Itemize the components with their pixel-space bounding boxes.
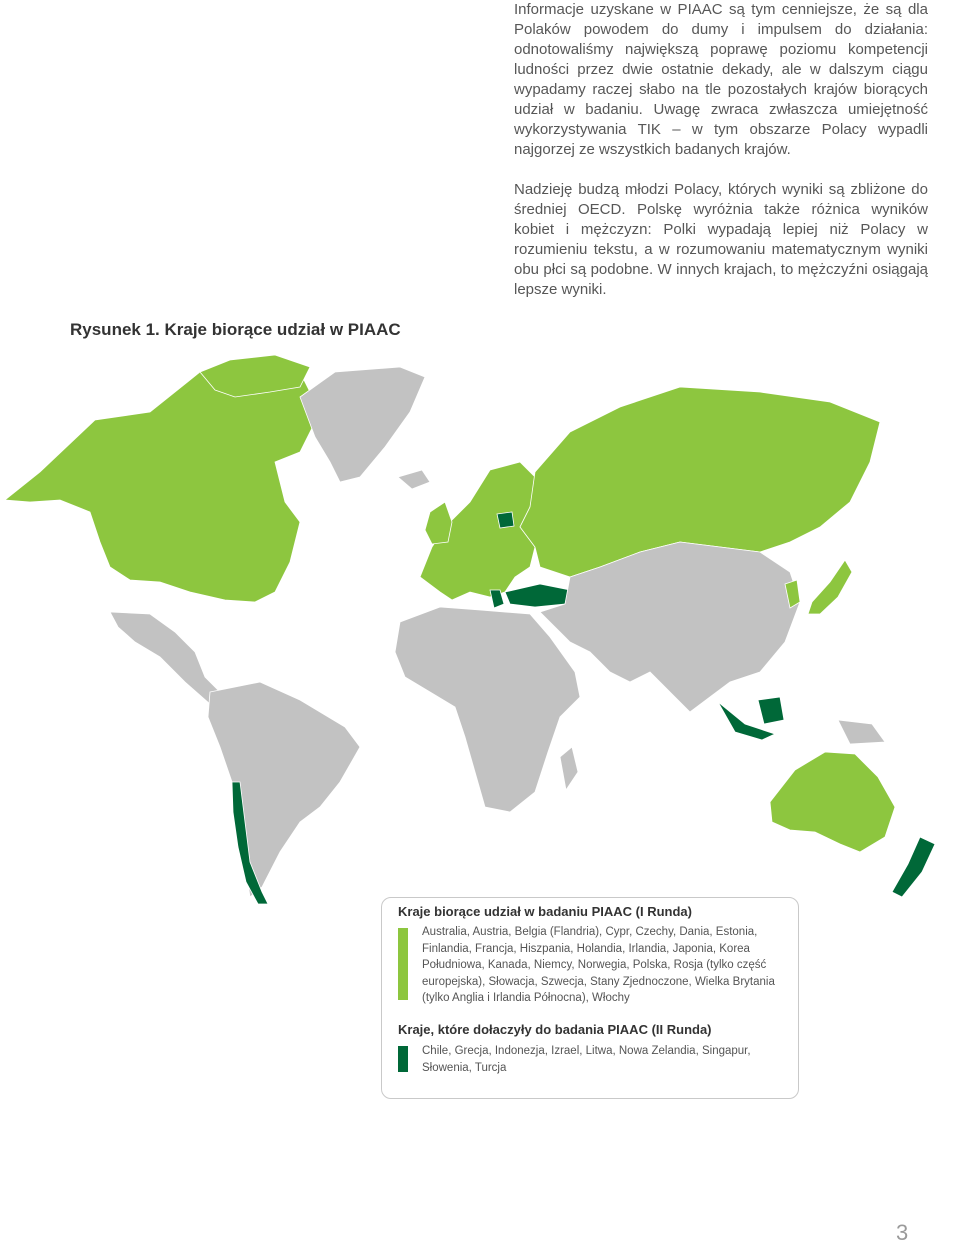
- legend-round2-title: Kraje, które dołaczyły do badania PIAAC (II Runda): [398, 1022, 712, 1037]
- central-america-region: [110, 612, 225, 704]
- australia-region: [770, 752, 895, 852]
- africa-region: [395, 607, 580, 812]
- lithuania-region: [497, 512, 514, 528]
- figure-title: Rysunek 1. Kraje biorące udział w PIAAC: [70, 320, 401, 339]
- south-america-region: [208, 682, 360, 897]
- legend-round2-countries: Chile, Grecja, Indonezja, Izrael, Litwa, Nowa Zelandia, Singapur, Słowenia, Turcja: [422, 1045, 751, 1074]
- greenland-region: [300, 367, 425, 482]
- madagascar-region: [560, 747, 578, 790]
- legend-round1-swatch: [398, 928, 408, 1000]
- page-number: 3: [896, 1220, 909, 1245]
- intro-text: [514, 0, 928, 300]
- legend-round1-countries: Australia, Austria, Belgia (Flandria), Cypr, Czechy, Dania, Estonia, Finlandia, Francja, Hiszpania, Holandia, Irlandia, Japonia, Korea Południowa, Kanada, Niemcy, Norwegia, Polska, Rosja (tylko część europejska), Słowacja, Szwecja, Stany Zjednoczone, Wielka Brytania (tylko Anglia i Irlandia Północna), Włochy: [422, 926, 775, 1004]
- intro-paragraph-1: Informacje uzyskane w PIAAC są tym cenniejsze, że są dla Polaków powodem do dumy i impulsem do działania: odnotowaliśmy największą poprawę poziomu kompetencji ludności przez dwie ostatnie dekady, ale w dalszym ciągu wypadamy raczej słabo na tle pozostałych krajów biorących udział w badaniu. Uwagę zwraca zwłaszcza umiejętność wykorzystywania TIK – w tym obszarze Polacy wypadli najgorzej ze wszystkich badanych krajów.: [514, 1, 928, 158]
- legend-round1-title: Kraje biorące udział w badaniu PIAAC (I Runda): [398, 904, 692, 919]
- legend-round2-swatch: [398, 1046, 408, 1072]
- new-zealand-region: [892, 837, 935, 897]
- north-america-region: [5, 357, 320, 602]
- intro-paragraph-2: Nadzieję budzą młodzi Polacy, których wyniki są zbliżone do średniej OECD. Polskę wyróżnia także różnica wyników kobiet i mężczyzn: Polki wypadają lepiej niż Polacy w rozumieniu tekstu, a w rozumowaniu matematycznym wyniki obu płci są podobne. W innych krajach, to mężczyźni osiągają lepsze wyniki.: [514, 181, 928, 298]
- japan-region: [808, 560, 852, 614]
- map-legend: [381, 897, 799, 1099]
- iceland-region: [398, 470, 430, 489]
- turkey-region: [505, 584, 570, 607]
- world-map: [0, 352, 960, 912]
- new-guinea-region: [838, 720, 885, 744]
- uk-ireland-region: [425, 502, 452, 544]
- borneo-region: [758, 697, 784, 724]
